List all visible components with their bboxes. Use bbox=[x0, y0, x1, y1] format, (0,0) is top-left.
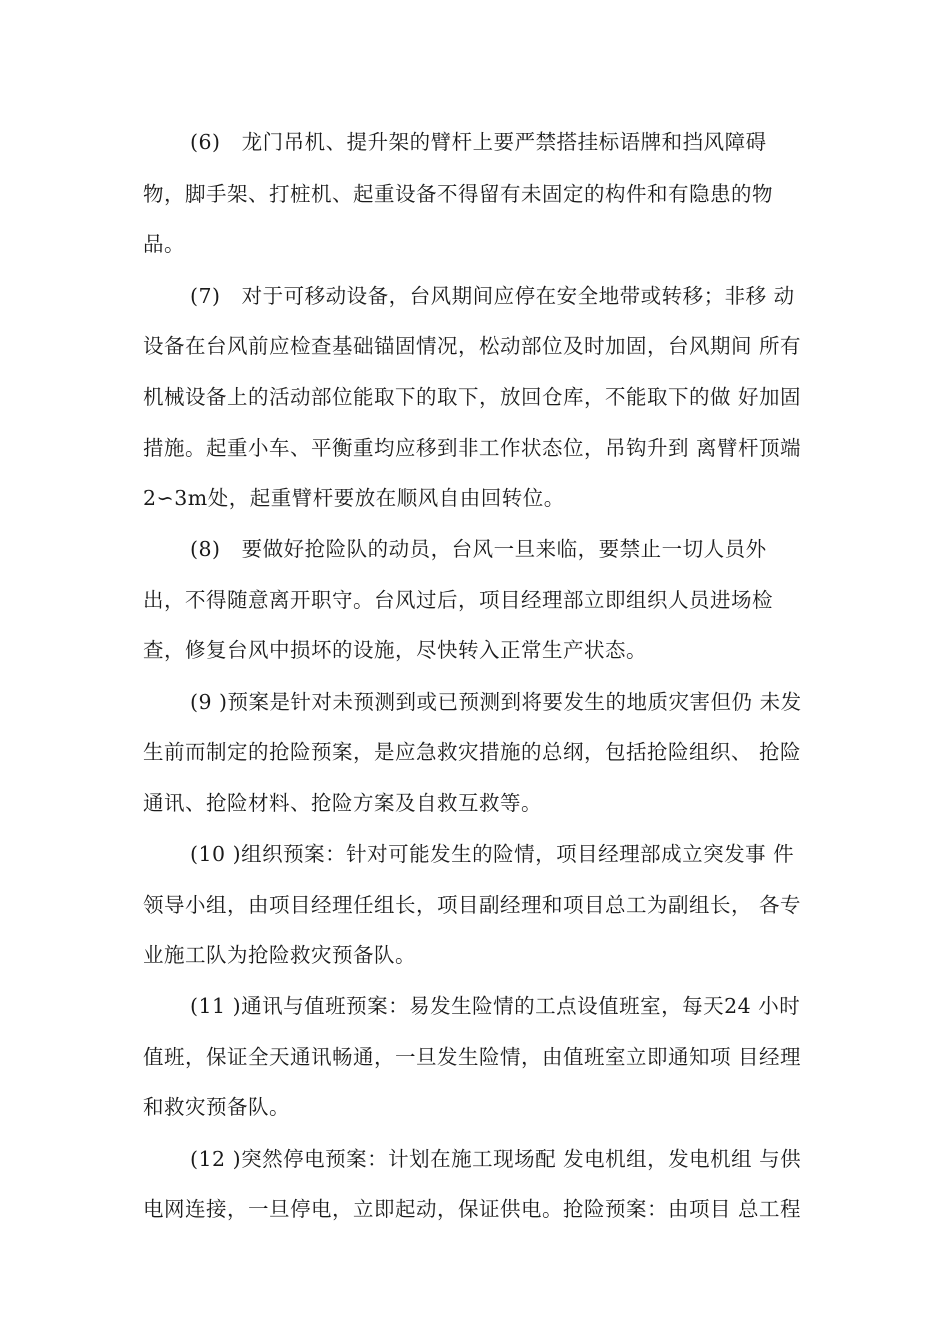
text-line: 物，脚手架、打桩机、起重设备不得留有未固定的构件和有隐患的物 bbox=[143, 182, 773, 206]
text-line: 电网连接，一旦停电，立即起动，保证供电。抢险预案：由项目 总工程 bbox=[143, 1197, 802, 1221]
text-line: (12 )突然停电预案：计划在施工现场配 发电机组，发电机组 与供 bbox=[190, 1147, 802, 1171]
text-line: 值班，保证全天通讯畅通，一旦发生险情，由值班室立即通知项 目经理 bbox=[143, 1045, 802, 1069]
text-line: 措施。起重小车、平衡重均应移到非工作状态位，吊钩升到 离臂杆顶端 bbox=[143, 436, 802, 460]
text-line: (6) 龙门吊机、提升架的臂杆上要严禁搭挂标语牌和挡风障碍 bbox=[190, 130, 767, 154]
text-line: 2∽3m处，起重臂杆要放在顺风自由回转位。 bbox=[143, 486, 565, 510]
text-line: 查，修复台风中损坏的设施，尽快转入正常生产状态。 bbox=[143, 638, 647, 662]
text-line: 业施工队为抢险救灾预备队。 bbox=[143, 943, 416, 967]
text-line: 通讯、抢险材料、抢险方案及自救互救等。 bbox=[143, 791, 542, 815]
text-line: (9 )预案是针对未预测到或已预测到将要发生的地质灾害但仍 未发 bbox=[190, 690, 802, 714]
text-line: 品。 bbox=[143, 232, 185, 256]
text-line: (11 )通讯与值班预案：易发生险情的工点设值班室，每天24 小时 bbox=[190, 994, 801, 1018]
text-line: 设备在台风前应检查基础锚固情况，松动部位及时加固，台风期间 所有 bbox=[143, 334, 802, 358]
text-line: 机械设备上的活动部位能取下的取下，放回仓库，不能取下的做 好加固 bbox=[143, 385, 802, 409]
text-line: (7) 对于可移动设备，台风期间应停在安全地带或转移；非移 动 bbox=[190, 284, 795, 308]
text-line: 和救灾预备队。 bbox=[143, 1095, 290, 1119]
text-line: (8) 要做好抢险队的动员，台风一旦来临，要禁止一切人员外 bbox=[190, 537, 767, 561]
text-line: (10 )组织预案：针对可能发生的险情，项目经理部成立突发事 件 bbox=[190, 842, 795, 866]
text-line: 领导小组，由项目经理任组长，项目副经理和项目总工为副组长， 各专 bbox=[143, 893, 802, 917]
text-line: 生前而制定的抢险预案，是应急救灾措施的总纲，包括抢险组织、 抢险 bbox=[143, 740, 802, 764]
text-line: 出，不得随意离开职守。台风过后，项目经理部立即组织人员进场检 bbox=[143, 588, 773, 612]
